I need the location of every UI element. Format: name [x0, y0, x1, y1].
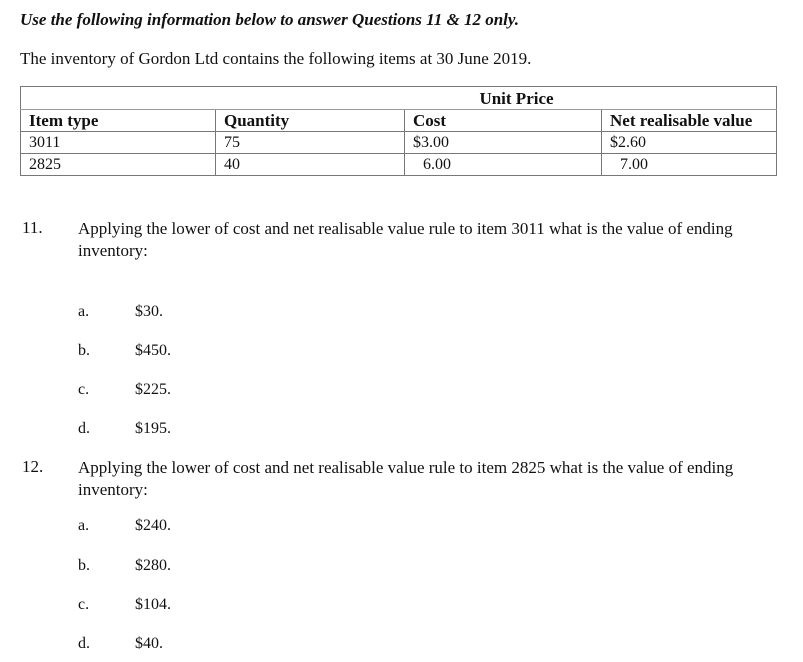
- inventory-table: [20, 86, 777, 176]
- intro-text: The inventory of Gordon Ltd contains the following items at 30 June 2019.: [20, 49, 532, 68]
- option-value: $30.: [135, 303, 163, 320]
- option-b[interactable]: [78, 342, 278, 362]
- cell-cost: $3.00: [405, 132, 602, 154]
- option-b[interactable]: [78, 557, 278, 577]
- option-d[interactable]: [78, 635, 278, 655]
- table-row: [21, 132, 777, 154]
- question-number: 11.: [22, 218, 43, 237]
- option-a[interactable]: [78, 517, 278, 537]
- cell-nrv: $2.60: [602, 132, 777, 154]
- header-nrv: Net realisable value: [602, 110, 777, 132]
- option-c[interactable]: [78, 381, 278, 401]
- option-value: $240.: [135, 517, 171, 534]
- option-a[interactable]: [78, 303, 278, 323]
- header-cost: Cost: [405, 110, 602, 132]
- option-value: $225.: [135, 381, 171, 398]
- option-value: $450.: [135, 342, 171, 359]
- option-letter: d.: [78, 420, 90, 437]
- option-letter: b.: [78, 342, 90, 359]
- question-text: Applying the lower of cost and net realisable value rule to item 2825 what is the value of ending inventory:: [78, 458, 734, 499]
- option-value: $40.: [135, 635, 163, 652]
- cell-quantity: 40: [216, 154, 405, 176]
- option-letter: c.: [78, 596, 90, 613]
- option-value: $104.: [135, 596, 171, 613]
- table-row: [21, 154, 777, 176]
- cell-nrv: 7.00: [602, 154, 777, 176]
- question-12: [22, 457, 782, 507]
- cell-item-type: 2825: [21, 154, 216, 176]
- cell-cost: 6.00: [405, 154, 602, 176]
- question-number: 12.: [22, 457, 44, 476]
- table-group-header-row: [21, 87, 777, 110]
- option-letter: d.: [78, 635, 90, 652]
- option-d[interactable]: [78, 420, 278, 440]
- table-header-row: [21, 110, 777, 132]
- option-value: $195.: [135, 420, 171, 437]
- header-quantity: Quantity: [216, 110, 405, 132]
- option-c[interactable]: [78, 596, 278, 616]
- cell-quantity: 75: [216, 132, 405, 154]
- question-11: [22, 218, 782, 268]
- option-letter: a.: [78, 303, 90, 320]
- unit-price-header: Unit Price: [21, 87, 777, 110]
- header-item-type: Item type: [21, 110, 216, 132]
- question-text: Applying the lower of cost and net realisable value rule to item 3011 what is the value of ending inventory:: [78, 219, 733, 260]
- option-letter: c.: [78, 381, 90, 398]
- cell-item-type: 3011: [21, 132, 216, 154]
- instruction-heading: Use the following information below to answer Questions 11 & 12 only.: [20, 10, 520, 29]
- option-value: $280.: [135, 557, 171, 574]
- option-letter: a.: [78, 517, 90, 534]
- option-letter: b.: [78, 557, 90, 574]
